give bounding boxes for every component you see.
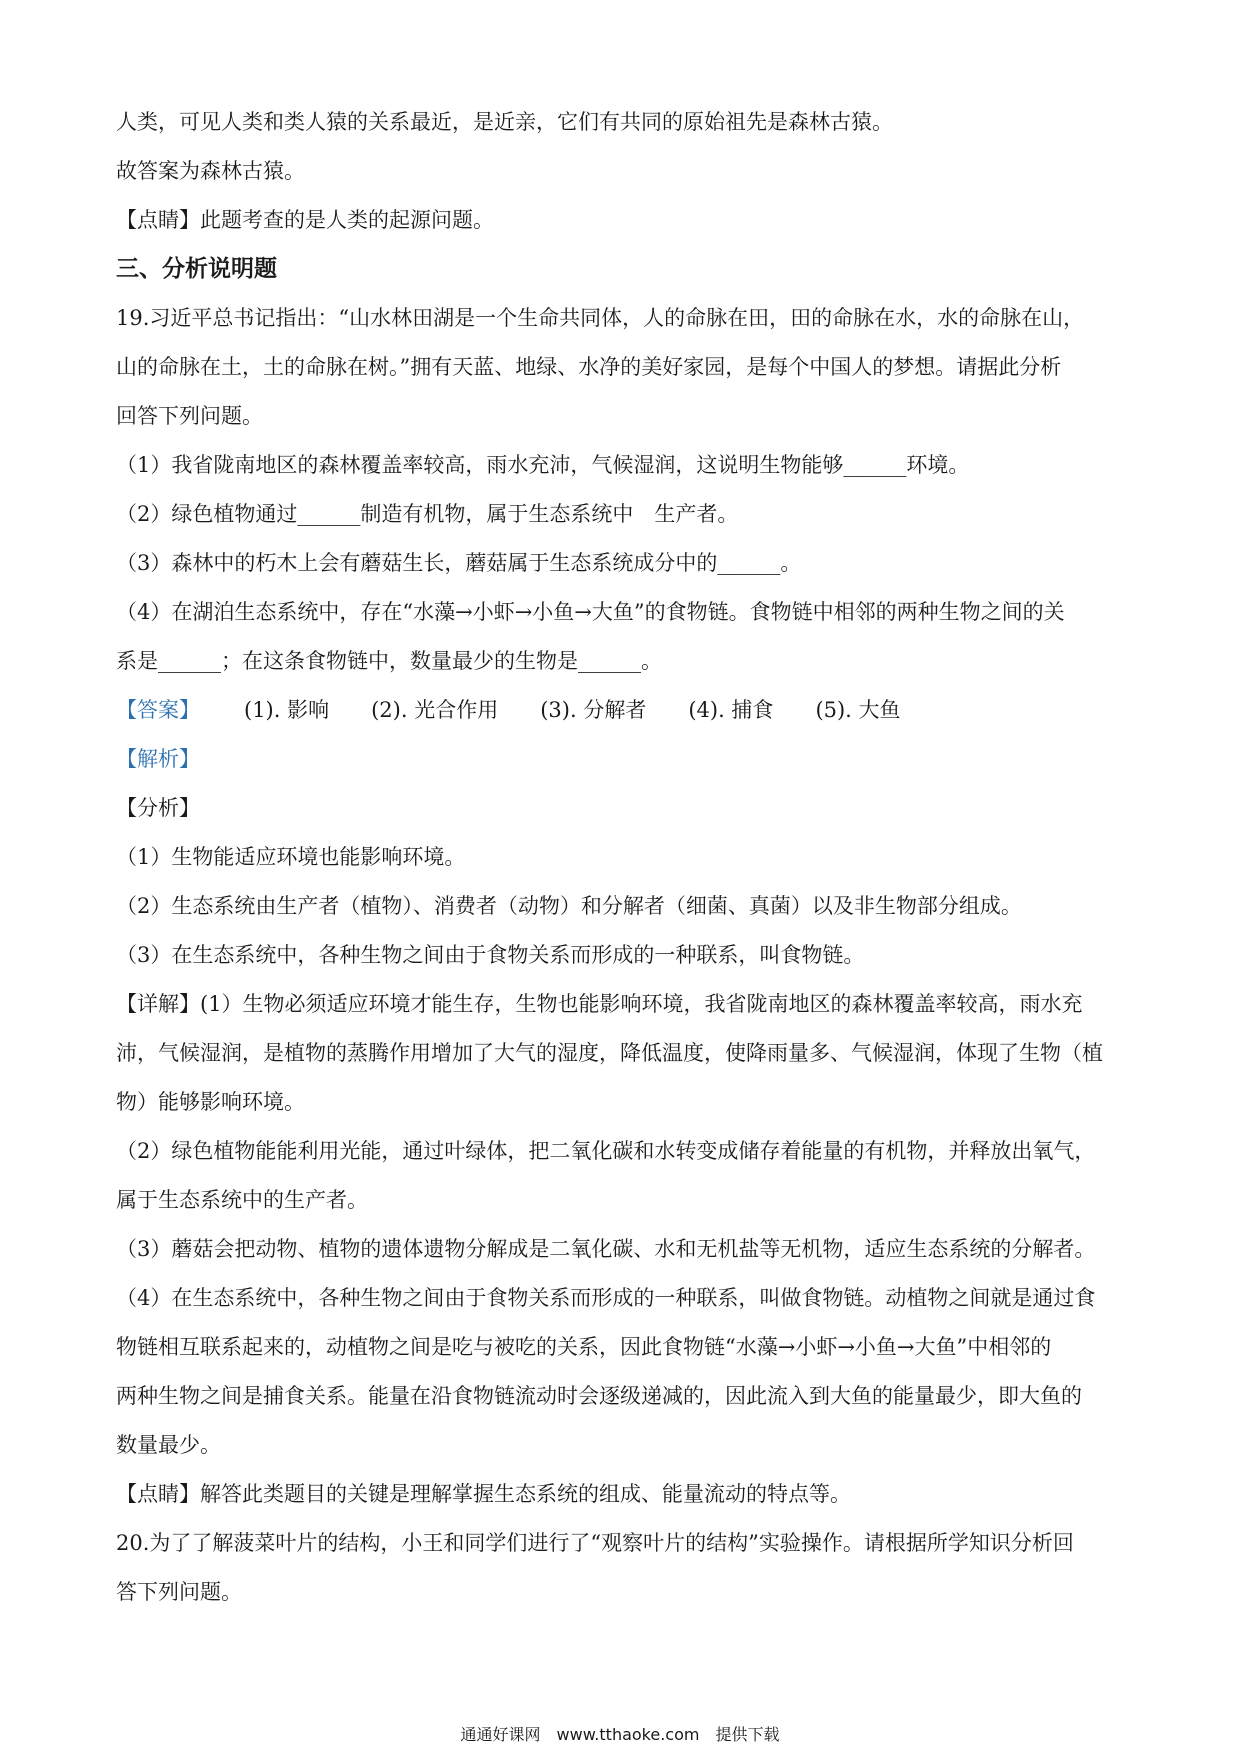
answer-item: (1). 影响 [244, 698, 330, 722]
text-line: 人类，可见人类和类人猿的关系最近，是近亲，它们有共同的原始祖先是森林古猿。 [116, 110, 893, 134]
question-20-line: 答下列问题。 [116, 1580, 242, 1604]
question-19-line: 山的命脉在土，土的命脉在树。”拥有天蓝、地绿、水净的美好家园，是每个中国人的梦想。请据此分析 [116, 355, 1062, 379]
analysis-label: 【解析】 [116, 747, 200, 771]
detail-line: （2）绿色植物能能利用光能，通过叶绿体，把二氧化碳和水转变成储存着能量的有机物，并释放出氧气， [116, 1139, 1096, 1163]
detail-line: 两种生物之间是捕食关系。能量在沿食物链流动时会逐级递减的，因此流入到大鱼的能量最少，即大鱼的 [116, 1384, 1082, 1408]
detail-line: （3）蘑菇会把动物、植物的遗体遗物分解成是二氧化碳、水和无机盐等无机物，适应生态系统的分解者。 [116, 1237, 1096, 1261]
detail-line: 物）能够影响环境。 [116, 1090, 305, 1114]
question-19-subquestion-4: （4）在湖泊生态系统中，存在“水藻→小虾→小鱼→大鱼”的食物链。食物链中相邻的两种生物之间的关 [116, 600, 1065, 624]
section-heading: 三、分析说明题 [116, 256, 277, 282]
question-19-line: 回答下列问题。 [116, 404, 263, 428]
text-line: 【点睛】此题考查的是人类的起源问题。 [116, 208, 494, 232]
tip-line: 【点睛】解答此类题目的关键是理解掌握生态系统的组成、能量流动的特点等。 [116, 1482, 851, 1506]
analysis-line: （3）在生态系统中，各种生物之间由于食物关系而形成的一种联系，叫食物链。 [116, 943, 865, 967]
answer-item: (3). 分解者 [540, 698, 647, 722]
analysis-line: 【分析】 [116, 796, 200, 820]
text-line: 故答案为森林古猿。 [116, 159, 305, 183]
question-19-subquestion-2: （2）绿色植物通过______制造有机物，属于生态系统中 生产者。 [116, 502, 739, 526]
answer-label: 【答案】 [116, 698, 200, 722]
analysis-line: （2）生态系统由生产者（植物）、消费者（动物）和分解者（细菌、真菌）以及非生物部分组成。 [116, 894, 1022, 918]
question-20-line: 20.为了了解菠菜叶片的结构，小王和同学们进行了“观察叶片的结构”实验操作。请根据所学知识分析回 [116, 1531, 1074, 1555]
page-footer: 通通好课网 www.tthaoke.com 提供下载 [460, 1725, 780, 1744]
detail-line: （4）在生态系统中，各种生物之间由于食物关系而形成的一种联系，叫做食物链。动植物之间就是通过食 [116, 1286, 1096, 1310]
answer-row [116, 686, 1132, 735]
detail-line: 数量最少。 [116, 1433, 221, 1457]
question-19-subquestion-1: （1）我省陇南地区的森林覆盖率较高，雨水充沛，气候湿润，这说明生物能够______环境。 [116, 453, 970, 477]
question-19-subquestion-3: （3）森林中的朽木上会有蘑菇生长，蘑菇属于生态系统成分中的______。 [116, 551, 802, 575]
detail-line: 【详解】(1）生物必须适应环境才能生存，生物也能影响环境，我省陇南地区的森林覆盖率较高，雨水充 [116, 992, 1083, 1016]
page-content [116, 98, 1132, 1617]
detail-line: 属于生态系统中的生产者。 [116, 1188, 368, 1212]
answer-item: (2). 光合作用 [371, 698, 499, 722]
detail-line: 沛，气候湿润，是植物的蒸腾作用增加了大气的湿度，降低温度，使降雨量多、气候湿润，体现了生物（植 [116, 1041, 1103, 1065]
question-19-line: 19.习近平总书记指出：“山水林田湖是一个生命共同体，人的命脉在田，田的命脉在水，水的命脉在山， [116, 306, 1085, 330]
analysis-line: （1）生物能适应环境也能影响环境。 [116, 845, 466, 869]
question-19-subquestion-4-cont: 系是______；在这条食物链中，数量最少的生物是______。 [116, 649, 662, 673]
detail-line: 物链相互联系起来的，动植物之间是吃与被吃的关系，因此食物链“水藻→小虾→小鱼→大鱼”中相邻的 [116, 1335, 1052, 1359]
answer-item: (4). 捕食 [688, 698, 774, 722]
answer-item: (5). 大鱼 [815, 698, 901, 722]
